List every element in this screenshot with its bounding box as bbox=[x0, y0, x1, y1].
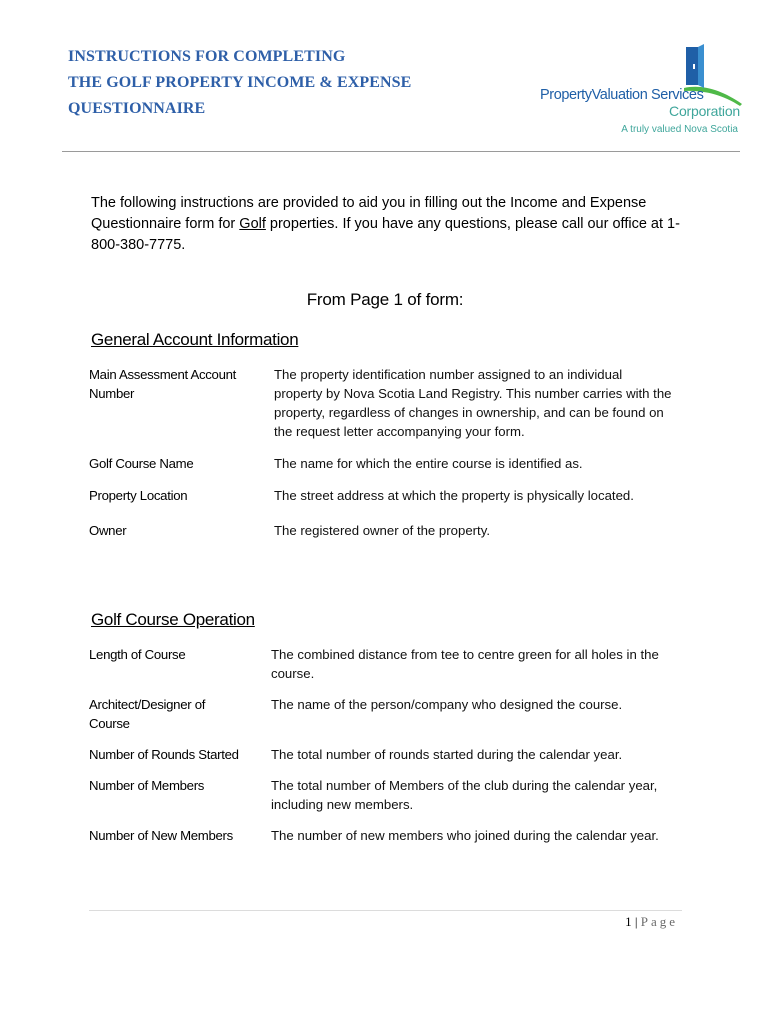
title-line: THE GOLF PROPERTY INCOME & EXPENSE bbox=[68, 74, 412, 91]
page-label: Page bbox=[640, 914, 678, 929]
page-footer bbox=[625, 914, 678, 930]
definition-description: The property identification number assigned to an individual property by Nova Scotia Land Registry. This number carries with the property, regardless of changes in ownership, and can be found on the request letter accompanying your form. bbox=[274, 367, 672, 439]
definition-term: Property Location bbox=[89, 488, 188, 503]
definition-term: Golf Course Name bbox=[89, 456, 194, 471]
definition-description: The name for which the entire course is identified as. bbox=[274, 456, 583, 471]
definition-description: The street address at which the property is physically located. bbox=[274, 488, 634, 503]
footer-divider bbox=[89, 910, 682, 911]
header-divider bbox=[62, 151, 740, 152]
from-page-heading: From Page 1 of form: bbox=[306, 290, 464, 309]
definition-term: Length of Course bbox=[89, 647, 186, 662]
company-logo bbox=[536, 42, 746, 142]
definition-term: Number of Members bbox=[89, 778, 205, 793]
page-separator: | bbox=[634, 914, 638, 929]
section-heading-operation: Golf Course Operation bbox=[91, 610, 255, 629]
definition-term: Main Assessment Account Number bbox=[89, 367, 237, 401]
document-title bbox=[68, 44, 411, 122]
definition-description: The combined distance from tee to centre green for all holes in the course. bbox=[271, 647, 659, 681]
definition-description: The total number of rounds started during the calendar year. bbox=[271, 747, 623, 762]
section-heading-general: General Account Information bbox=[91, 330, 299, 349]
page-number: 1 bbox=[625, 914, 632, 929]
title-line: QUESTIONNAIRE bbox=[68, 100, 206, 117]
definition-term: Number of New Members bbox=[89, 828, 233, 843]
intro-golf-underlined: Golf bbox=[239, 216, 266, 232]
definition-term: Owner bbox=[89, 523, 127, 538]
logo-tagline: A truly valued Nova Scotia bbox=[621, 124, 738, 135]
definition-term: Architect/Designer of Course bbox=[89, 697, 206, 731]
definition-term: Number of Rounds Started bbox=[89, 747, 239, 762]
definition-description: The registered owner of the property. bbox=[274, 523, 490, 538]
definition-description: The total number of Members of the club during the calendar year, including new members. bbox=[271, 778, 658, 812]
definition-description: The number of new members who joined during the calendar year. bbox=[271, 828, 659, 843]
intro-text: The following instructions are provided to aid you in filling out the Income and Expense Questionnaire form for bbox=[91, 195, 647, 232]
logo-name: PropertyValuation Services bbox=[540, 87, 704, 103]
definition-description: The name of the person/company who designed the course. bbox=[271, 697, 623, 712]
intro-text-end: properties. If you have any questions, please call our office at 1-800-380-7775. bbox=[91, 216, 680, 253]
title-line: INSTRUCTIONS FOR COMPLETING bbox=[68, 48, 346, 65]
intro-paragraph bbox=[91, 193, 691, 256]
logo-corporation: Corporation bbox=[669, 103, 740, 119]
